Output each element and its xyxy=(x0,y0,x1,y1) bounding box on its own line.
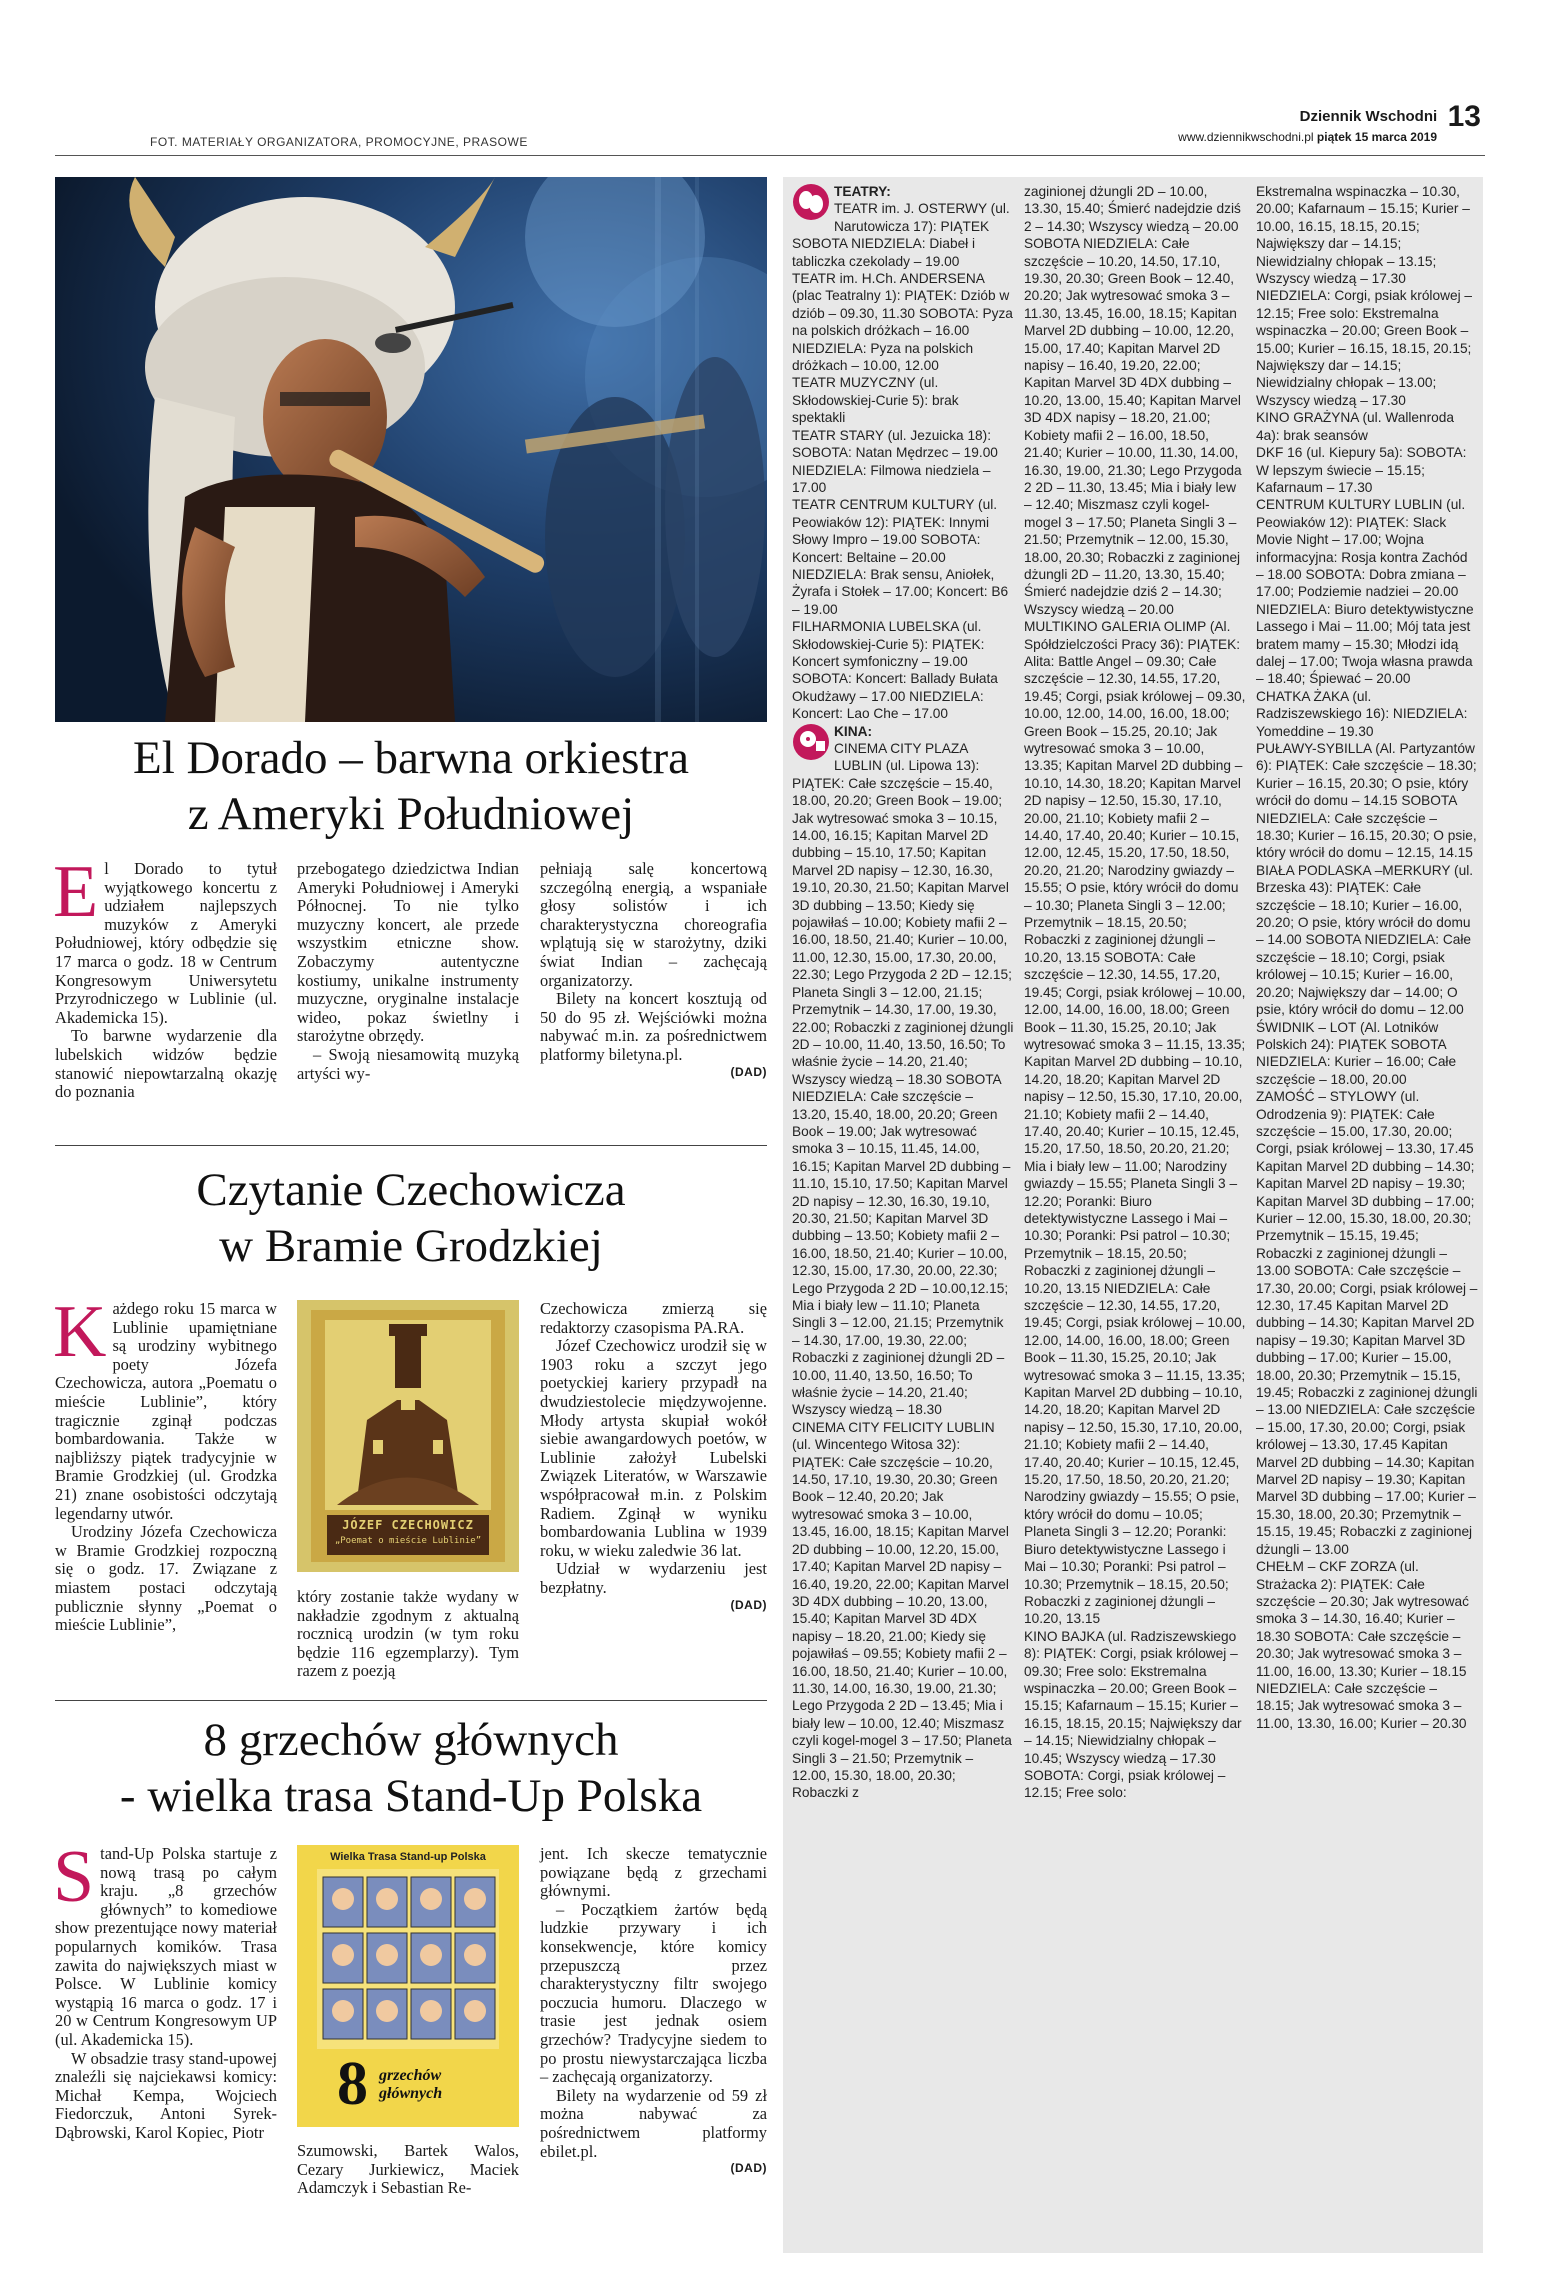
listing-entry: zaginionej dżungli 2D – 10.00, 13.30, 15.40; Śmierć nadejdzie dziś 2 – 14.30; Wszyscy wiedzą – 20.00 SOBOTA NIEDZIELA: Całe szczęście – 10.20, 14.50, 17.10, 19.30, 20.30; Green Book – 12.40, 20.20; Jak wytresować smoka 3 – 11.30, 13.45, 16.00, 18.15; Kapitan Marvel 2D dubbing – 10.00, 12.20, 15.00, 17.40; Kapitan Marvel 2D napisy – 16.40, 19.20, 22.00; Kapitan Marvel 3D 4DX dubbing – 10.20, 13.00, 15.40; Kapitan Marvel 3D 4DX napisy – 18.20, 21.00; Kobiety mafii 2 – 16.00, 18.50, 21.40; Kurier – 10.00, 11.30, 14.00, 16.30, 19.00, 21.30; Lego Przygoda 2 2D – 11.30, 13.45; Mia i biały lew – 12.40; Miszmasz czyli kogel-mogel 3 – 17.50; Planeta Singli 3 – 21.50; Przemytnik – 12.00, 15.30, 18.00, 20.30; Robaczki z zaginionej dżungli 2D – 11.20, 13.30, 15.40; Śmierć nadejdzie dziś 2 – 14.30; Wszyscy wiedzą – 20.00 xyxy=(1024,184,1242,617)
listings-col2 xyxy=(1024,183,1246,1802)
listings-col3 xyxy=(1256,183,1478,1732)
article3-headline-line2: - wielka trasa Stand-Up Polska xyxy=(119,1770,703,1822)
listing-category-label: KINA: xyxy=(834,723,873,739)
listing-entry: CHEŁM – CKF ZORZA (ul. Strażacka 2): PIĄTEK: Całe szczęście – 20.30; Jak wytresować smoka 3 – 14.30, 16.40; Kurier – 18.30 SOBOTA: Całe szczęście – 20.30; Jak wytresować smoka 3 – 11.00, 16.00, 13.30; Kurier – 18.15 NIEDZIELA: Całe szczęście – 18.15; Jak wytresować smoka 3 – 11.00, 13.30, 16.00; Kurier – 20.30 xyxy=(1256,1559,1470,1731)
paper-name: Dziennik Wschodni xyxy=(1299,108,1438,125)
article-divider xyxy=(55,1700,767,1701)
listing-entry: TEATR MUZYCZNY (ul. Skłodowskiej-Curie 5): brak spektakli xyxy=(792,375,959,426)
listing-entry: KINO GRAŻYNA (ul. Wallenroda 4a): brak seansów xyxy=(1256,410,1455,443)
listing-category xyxy=(792,723,1014,740)
issue-date: piątek 15 marca 2019 xyxy=(1316,130,1437,144)
article1-mid-p2: – Swoją niesamowitą muzyką artyści wy- xyxy=(297,1044,519,1083)
standup-poster-title: Wielka Trasa Stand-up Polska xyxy=(330,1851,486,1863)
listing-entry: TEATR im. H.Ch. ANDERSENA (plac Teatralny 1): PIĄTEK: Dziób w dziób – 09.30, 11.30 SOBOTA: Pyza na polskich dróżkach – 16.00 NIEDZIELA: Pyza na polskich dróżkach – 10.00, 12.00 xyxy=(792,271,1013,374)
article3-col3-p1: jent. Ich skecze tematycznie powiązane będą z grzechami głównymi. xyxy=(540,1844,767,1901)
article1-col3 xyxy=(540,860,767,1079)
listing-entry: ZAMOŚĆ – STYLOWY (ul. Odrodzenia 9): PIĄTEK: Całe szczęście – 15.00, 17.30, 20.00; Corgi, psiak królowej – 13.30, 17.45 Kapitan Marvel 2D dubbing – 14.30; Kapitan Marvel 2D napisy – 19.30; Kapitan Marvel 3D dubbing – 17.00; Kurier – 12.00, 15.30, 18.00, 20.30; Przemytnik – 15.15, 19.45; Robaczki z zaginionej dżungli – 13.00 SOBOTA: Całe szczęście – 17.30, 20.00; Corgi, psiak królowej – 12.30, 17.45 Kapitan Marvel 2D dubbing – 14.30; Kapitan Marvel 2D napisy – 19.30; Kapitan Marvel 3D dubbing – 17.00; Kurier – 15.00, 18.00, 20.30; Przemytnik – 15.15, 19.45; Robaczki z zaginionej dżungli – 13.00 NIEDZIELA: Całe szczęście – 15.00, 17.30, 20.00; Corgi, psiak królowej – 13.30, 17.45 Kapitan Marvel 2D dubbing – 14.30; Kapitan Marvel 2D napisy – 19.30; Kapitan Marvel 3D dubbing – 17.00; Kurier – 15.30, 18.00, 20.30; Przemytnik – 15.15, 19.45; Robaczki z zaginionej dżungli – 13.00 xyxy=(1256,1089,1478,1557)
website[interactable]: www.dziennikwschodni.pl xyxy=(1178,130,1314,144)
listing-entry: BIAŁA PODLASKA –MERKURY (ul. Brzeska 43): PIĄTEK: Całe szczęście – 18.10; Kurier – 16.00, 20.20; O psie, który wrócił do domu – 14.00 SOBOTA NIEDZIELA: Całe szczęście – 18.10; Corgi, psiak królowej – 10.15; Kurier – 16.00, 20.20; Największy dar – 14.00; O psie, który wrócił do domu – 12.00 xyxy=(1256,862,1474,1018)
listing-entry: KINO BAJKA (ul. Radziszewskiego 8): PIĄTEK: Corgi, psiak królowej – 09.30; Free solo: Ekstremalna wspinaczka – 20.00; Green Book – 15.15; Kafarnaum – 15.15; Kurier – 16.15, 18.15, 20.15; Największy dar – 14.15; Niewidzialny chłopak – 10.45; Wszyscy wiedzą – 17.30 SOBOTA: Corgi, psiak królowej – 12.15; Free solo: xyxy=(1024,1628,1242,1801)
standup-poster-text: grzechów głównych xyxy=(379,2067,443,2102)
article2-col3 xyxy=(540,1300,767,1612)
article3-signature: (DAD) xyxy=(730,2161,767,2176)
article1-col1-p2: To barwne wydarzenie dla lubelskich widzów będzie stanowić niepowtarzalną okazję do poznania xyxy=(55,1026,277,1102)
article3-headline-line1: 8 grzechów głównych xyxy=(203,1714,619,1766)
listing-entry: CINEMA CITY PLAZA LUBLIN (ul. Lipowa 13): PIĄTEK: Całe szczęście – 15.40, 18.00, 20.20; Green Book – 19.00; Jak wytresować smoka 3 – 10.15, 14.00, 16.15; Kapitan Marvel 2D dubbing – 15.10, 17.50; Kapitan Marvel 2D napisy – 12.30, 16.30, 19.10, 20.30, 21.50; Kapitan Marvel 3D dubbing – 13.50; Kiedy się pojawiłaś – 10.00; Kobiety mafii 2 – 16.00, 18.50, 21.40; Kurier – 10.00, 11.00, 12.30, 15.00, 17.30, 20.00, 22.30; Lego Przygoda 2 2D – 12.15; Planeta Singli 3 – 12.00, 21.15; Przemytnik – 14.30, 17.00, 19.30, 22.00; Robaczki z zaginionej dżungli 2D – 10.00, 11.40, 13.50, 16.50; To właśnie życie – 14.20, 21.40; Wszyscy wiedzą – 18.30 SOBOTA NIEDZIELA: Całe szczęście – 13.20, 15.40, 18.00, 20.20; Green Book – 19.00; Jak wytresować smoka 3 – 10.15, 11.45, 14.00, 16.15; Kapitan Marvel 2D dubbing – 11.10, 15.10, 17.50; Kapitan Marvel 2D napisy – 12.30, 16.30, 19.10, 20.30, 21.50; Kapitan Marvel 3D dubbing – 13.50; Kobiety mafii 2 – 16.00, 18.50, 21.40; Kurier – 10.00, 12.30, 15.00, 17.30, 20.00, 22.30; Lego Przygoda 2 2D – 10.00,12.15; Mia i biały lew – 11.10; Planeta Singli 3 – 12.00, 21.15; Przemytnik – 14.30, 17.00, 19.30, 22.00; Robaczki z zaginionej dżungli 2D – 10.00, 11.40, 13.50, 16.50; To właśnie życie – 14.20, 21.40; Wszyscy wiedzą – 18.30 xyxy=(792,741,1014,1418)
article3-col3 xyxy=(540,1845,767,2175)
article3-headline xyxy=(55,1712,767,1824)
article2-col3-p3: Udział w wydarzeniu jest bezpłatny. xyxy=(540,1559,767,1597)
date-line xyxy=(1178,130,1437,144)
listing-entry: TEATR im. J. OSTERWY (ul. Narutowicza 17): PIĄTEK SOBOTA NIEDZIELA: Diabeł i tabliczka czekolady – 19.00 xyxy=(792,201,1010,269)
article1-headline-line1: El Dorado – barwna orkiestra xyxy=(133,732,689,784)
article3-col1-p1: tand-Up Polska startuje z nową trasą po całym kraju. „8 grzechów głównych” to komediowe show prezentujące nowy materiał popularnych komików. Trasa zawita do największych miast w Polsce. W Lublinie komicy wystąpią 16 marca o godz. 17 i 20 w Centrum Kongresowym UP (ul. Akademicka 15). xyxy=(55,1844,277,2049)
listing-entry: TEATR CENTRUM KULTURY (ul. Peowiaków 12): PIĄTEK: Innymi Słowy Impro – 19.00 SOBOTA: Koncert: Beltaine – 20.00 NIEDZIELA: Brak sensu, Aniołek, Żyrafa i Stołek – 17.00; Koncert: B6 – 19.00 xyxy=(792,497,1009,617)
article2-col1-p1: ażdego roku 15 marca w Lublinie upamiętniane są urodziny wybitnego poety Józefa Czechowicza, autora „Poematu o mieście Lublinie”, który tragicznie zginął podczas bombardowania. Także w najbliższy piątek tradycyjnie w Bramie Grodzkiej (ul. Grodzka 21) znane osobistości odczytają legendarny utwór. xyxy=(55,1299,277,1523)
article2-col3-p2: Józef Czechowicz urodził się w 1903 roku a szczyt jego poetyckiej kariery przypadł na dwudziestolecie międzywojenne. Młody artysta skupiał wokół siebie awangardowych poetów, w Lublinie założył Lubelski Związek Literatów, w Warszawie współpracował m.in. z Polskim Radiem. Zginął w wyniku bombardowania Lublina w 1939 roku, w wieku zaledwie 36 lat. xyxy=(540,1336,767,1560)
listing-entry: PUŁAWY-SYBILLA (Al. Partyzantów 6): PIĄTEK: Całe szczęście – 18.30; Kurier – 16.15, 20.30; O psie, który wrócił do domu – 14.15 SOBOTA NIEDZIELA: Całe szczęście – 18.30; Kurier – 16.15, 20.30; O psie, który wrócił do domu – 12.15, 14.15 xyxy=(1256,741,1477,861)
page-number: 13 xyxy=(1447,100,1481,133)
article1-mid-p1: przebogatego dziedzictwa Indian Ameryki Południowej i Ameryki Północnej. To nie tylko muzyczny koncert, ale przede wszystkim etniczne show. Zobaczymy autentyczne kostiumy, unikalne instrumenty muzyczne, oryginalne instalacje wideo, pokaz świetlny i starożytne obrzędy. xyxy=(297,859,519,1046)
article3-col2 xyxy=(297,2142,519,2198)
article1-col2 xyxy=(297,860,519,1083)
article2-col3-p1: Czechowicza zmierzą się redaktorzy czasopisma PA.RA. xyxy=(540,1299,767,1337)
article3-col1 xyxy=(53,1836,277,2143)
el-dorado-photo xyxy=(55,177,767,722)
article3-col3-p3: Bilety na wydarzenie od 59 zł można nabywać za pośrednictwem platformy ebilet.pl. xyxy=(540,2085,767,2161)
masthead xyxy=(1178,100,1481,144)
film-reel-icon xyxy=(792,723,830,761)
article1-signature: (DAD) xyxy=(730,1064,767,1079)
listing-entry: Ekstremalna wspinaczka – 10.30, 20.00; Kafarnaum – 15.15; Kurier – 10.00, 16.15, 18.15, 20.15; Największy dar – 14.15; Niewidzialny chłopak – 13.15; Wszyscy wiedzą – 17.30 NIEDZIELA: Corgi, psiak królowej – 12.15; Free solo: Ekstremalna wspinaczka – 20.00; Green Book – 15.00; Kurier – 16.15, 18.15, 20.15; Największy dar – 14.15; Niewidzialny chłopak – 13.00; Wszyscy wiedzą – 17.30 xyxy=(1256,184,1473,408)
article2-drop-cap: K xyxy=(53,1291,107,1373)
article3-mid-p1: Szumowski, Bartek Walos, Cezary Jurkiewicz, Maciek Adamczyk i Sebastian Re- xyxy=(297,2141,519,2198)
poster-title: „Poemat o mieście Lublinie” xyxy=(334,1536,482,1546)
poster-author: JÓZEF CZECHOWICZ xyxy=(342,1518,474,1532)
article1-col3-p2: Bilety na koncert kosztują od 50 do 95 zł. Wejściówki można nabywać m.in. za pośrednictwem platformy biletyna.pl. xyxy=(540,989,767,1064)
listing-category-label: TEATRY: xyxy=(834,184,891,199)
article1-col1-p1: l Dorado to tytuł wyjątkowego koncertu z udziałem najlepszych muzyków z Ameryki Południowej, który odbędzie się 17 marca o godz. 18 w Centrum Kongresowym Uniwersytetu Przyrodniczego w Lublinie (ul. Akademicka 15). xyxy=(55,859,277,1027)
article2-headline-line1: Czytanie Czechowicza xyxy=(196,1164,626,1216)
listing-entry: MULTIKINO GALERIA OLIMP (Al. Spółdzielczości Pracy 36): PIĄTEK: Alita: Battle Angel – 09.30; Całe szczęście – 12.30, 14.55, 17.20, 19.45; Corgi, psiak królowej – 09.30, 10.00, 12.00, 14.00, 16.00, 18.00; Green Book – 15.25, 20.10; Jak wytresować smoka 3 – 10.00, 13.35; Kapitan Marvel 2D dubbing – 10.10, 14.30, 18.20; Kapitan Marvel 2D napisy – 12.50, 15.30, 17.10, 20.00, 21.10; Kobiety mafii 2 – 14.40, 17.40, 20.40; Kurier – 10.15, 12.00, 12.45, 15.20, 17.50, 18.50, 20.20, 21.20; Narodziny gwiazdy – 15.55; O psie, który wrócił do domu – 10.30; Planeta Singli 3 – 12.00; Przemytnik – 18.15, 20.50; Robaczki z zaginionej dżungli – 10.20, 13.15 SOBOTA: Całe szczęście – 12.30, 14.55, 17.20, 19.45; Corgi, psiak królowej – 10.00, 12.00, 14.00, 16.00, 18.00; Green Book – 11.30, 15.25, 20.10; Jak wytresować smoka 3 – 11.15, 13.35; Kapitan Marvel 2D dubbing – 10.10, 14.20, 18.20; Kapitan Marvel 2D napisy – 12.50, 15.30, 17.10, 20.00, 21.10; Kobiety mafii 2 – 14.40, 17.40, 20.40; Kurier – 10.15, 12.45, 15.20, 17.50, 18.50, 20.20, 21.20; Mia i biały lew – 11.00; Narodziny gwiazdy – 15.55; Planeta Singli 3 – 12.20; Poranki: Biuro detektywistyczne Lassego i Mai – 10.30; Poranki: Psi patrol – 10.30; Przemytnik – 18.15, 20.50; Robaczki z zaginionej dżungli – 10.20, 13.15 NIEDZIELA: Całe szczęście – 12.30, 14.55, 17.20, 19.45; Corgi, psiak królowej – 10.00, 12.00, 14.00, 16.00, 18.00; Green Book – 11.30, 15.25, 20.10; Jak wytresować smoka 3 – 11.15, 13.35; Kapitan Marvel 2D dubbing – 10.10, 14.20, 18.20; Kapitan Marvel 2D napisy – 12.50, 15.30, 17.10, 20.00, 21.10; Kobiety mafii 2 – 14.40, 17.40, 20.40; Kurier – 10.15, 12.45, 15.20, 17.50, 18.50, 20.20, 21.20; Narodziny gwiazdy – 15.55; O psie, który wrócił do domu – 10.05; Planeta Singli 3 – 12.20; Poranki: Biuro detektywistyczne Lassego i Mai – 10.30; Poranki: Psi patrol – 10.30; Przemytnik – 18.15, 20.50; Robaczki z zaginionej dżungli – 10.20, 13.15 xyxy=(1024,619,1246,1627)
article1-col1 xyxy=(53,851,277,1102)
article2-headline-line2: w Bramie Grodzkiej xyxy=(219,1220,603,1272)
listing-entry: CENTRUM KULTURY LUBLIN (ul. Peowiaków 12): PIĄTEK: Slack Movie Night – 17.00; Wojna informacyjna: Rosja kontra Zachód – 18.00 SOBOTA: Dobra zmiana – 17.00; Podziemie nadziei – 20.00 NIEDZIELA: Biuro detektywistyczne Lassego i Mai – 11.00; Mój tata jest bratem mamy – 15.30; Młodzi idą dalej – 17.00; Twoja własna prawda – 18.40; Śpiewać – 20.00 xyxy=(1256,497,1474,687)
article1-col3-p1: pełniają salę koncertową szczególną energią, a wspaniałe głosy solistów i ich charakterystyczna choreografia wplątują się w starożytny, dziki świat Indian – zachęcają organizatorzy. xyxy=(540,859,767,990)
article2-headline xyxy=(55,1162,767,1274)
article3-col1-p2: W obsadzie trasy stand-upowej znaleźli się najciekawsi komicy: Michał Kempa, Wojciech Fiedorczuk, Antoni Syrek-Dąbrowski, Karol Kopiec, Piotr xyxy=(55,2048,277,2142)
article2-mid-p1: który zostanie także wydany w nakładzie zgodnym z aktualną rocznicą urodzin (w tym roku będzie 116 egzemplarzy). Tym razem z poezją xyxy=(297,1587,519,1681)
listing-entry: TEATR STARY (ul. Jezuicka 18): SOBOTA: Natan Mędrzec – 19.00 NIEDZIELA: Filmowa niedziela – 17.00 xyxy=(792,427,998,495)
article1-headline xyxy=(55,730,767,842)
standup-poster-number: 8 xyxy=(337,2050,368,2118)
listing-entry: ŚWIDNIK – LOT (Al. Lotników Polskich 24): PIĄTEK SOBOTA NIEDZIELA: Kurier – 16.00; Całe szczęście – 18.00, 20.00 xyxy=(1256,1019,1457,1087)
listing-entry: CHATKA ŻAKA (ul. Radziszewskiego 16): NIEDZIELA: Yomeddine – 19.30 xyxy=(1256,688,1468,739)
article2-col2 xyxy=(297,1588,519,1681)
theatre-masks-icon xyxy=(792,183,830,221)
article2-col1 xyxy=(53,1291,277,1635)
article1-drop-cap: E xyxy=(53,851,99,933)
article2-signature: (DAD) xyxy=(730,1597,767,1612)
listing-category xyxy=(792,183,1014,200)
listing-entry: CINEMA CITY FELICITY LUBLIN (ul. Wincentego Witosa 32): PIĄTEK: Całe szczęście – 10.20, 14.50, 17.10, 19.30, 20.30; Green Book – 12.40, 20.20; Jak wytresować smoka 3 – 10.00, 13.45, 16.00, 18.15; Kapitan Marvel 2D dubbing – 10.00, 12.20, 15.00, 17.40; Kapitan Marvel 2D napisy – 16.40, 19.20, 22.00; Kapitan Marvel 3D 4DX dubbing – 10.20, 13.00, 15.40; Kapitan Marvel 3D 4DX napisy – 18.20, 21.00; Kiedy się pojawiłaś – 09.55; Kobiety mafii 2 – 16.00, 18.50, 21.40; Kurier – 10.00, 11.30, 14.00, 16.30, 19.00, 21.30; Lego Przygoda 2 2D – 13.45; Mia i biały lew – 10.00, 12.40; Miszmasz czyli kogel-mogel 3 – 17.50; Planeta Singli 3 – 21.50; Przemytnik – 12.00, 15.30, 18.00, 20.30; Robaczki z xyxy=(792,1419,1012,1801)
article1-headline-line2: z Ameryki Południowej xyxy=(187,788,635,840)
article3-drop-cap: S xyxy=(53,1836,95,1918)
photo-credit: FOT. MATERIAŁY ORGANIZATORA, PROMOCYJNE, PRASOWE xyxy=(150,135,528,149)
article2-col1-p2: Urodziny Józefa Czechowicza w Bramie Grodzkiej rozpoczną się o godz. 17. Związane z miastem postaci odczytają publicznie słynny „Poemat o mieście Lublinie”, xyxy=(55,1522,277,1635)
listing-entry: DKF 16 (ul. Kiepury 5a): SOBOTA: W lepszym świecie – 15.15; Kafarnaum – 17.30 xyxy=(1256,445,1467,495)
article3-col3-p2: – Początkiem żartów będą ludzkie przywary i ich konsekwencje, które komicy przepuszczą przez charakterystyczny filtr swojego poczucia humoru. Dlaczego w trasie jest jednak osiem grzechów? Tradycyjne siedem to po prostu niewystarczająca liczba – zachęcają organizatorzy. xyxy=(540,1899,767,2087)
czechowicz-poster xyxy=(297,1300,519,1572)
listing-entry: FILHARMONIA LUBELSKA (ul. Skłodowskiej-Curie 5): PIĄTEK: Koncert symfoniczny – 19.00 SOBOTA: Koncert: Ballady Bułata Okudżawy – 17.00 NIEDZIELA: Koncert: Lao Che – 17.00 xyxy=(792,619,998,722)
listings-col1 xyxy=(792,183,1014,1802)
standup-poster xyxy=(297,1845,519,2127)
article-divider xyxy=(55,1145,767,1146)
header-rule xyxy=(55,155,1485,156)
